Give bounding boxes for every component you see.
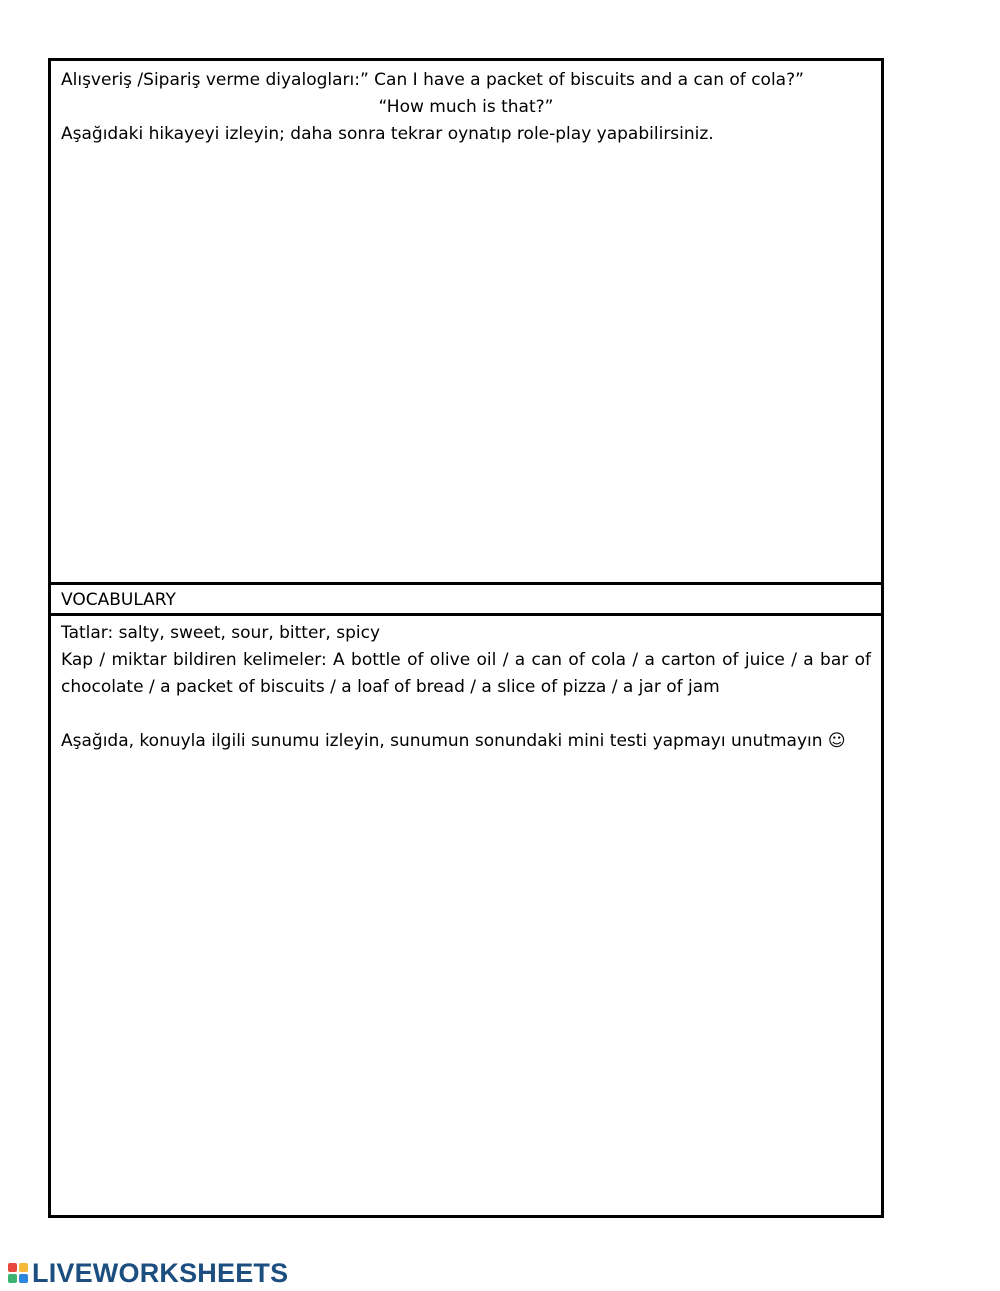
logo-square-3: [8, 1274, 17, 1283]
logo-square-4: [19, 1274, 28, 1283]
dialogue-question: “How much is that?”: [378, 97, 554, 117]
logo-mark-icon: [8, 1263, 28, 1283]
logo-text: LIVEWORKSHEETS: [32, 1257, 289, 1288]
vocabulary-heading: VOCABULARY: [61, 590, 176, 610]
vocabulary-heading-row: [51, 585, 881, 616]
tastes-line: Tatlar: salty, sweet, sour, bitter, spicy: [61, 623, 381, 643]
presentation-instruction: Aşağıda, konuyla ilgili sunumu izleyin, sunumun sonundaki mini testi yapmayı unutmayın ☺: [61, 731, 846, 751]
liveworksheets-logo: [8, 1258, 288, 1288]
vocabulary-section: [51, 616, 881, 1215]
dialogue-prompt: Alışveriş /Sipariş verme diyalogları:” Can I have a packet of biscuits and a can of cola?”: [61, 70, 804, 90]
story-section: [51, 61, 881, 585]
containers-text: Kap / miktar bildiren kelimeler: A bottle of olive oil / a can of cola / a carton of juice / a bar of chocolate / a packet of biscuits / a loaf of bread / a slice of pizza / a jar of jam: [61, 650, 871, 697]
story-instruction: Aşağıdaki hikayeyi izleyin; daha sonra tekrar oynatıp role-play yapabilirsiniz.: [61, 124, 714, 144]
spacer: [61, 701, 871, 728]
worksheet-frame: [48, 58, 884, 1218]
logo-square-2: [19, 1263, 28, 1272]
logo-square-1: [8, 1263, 17, 1272]
